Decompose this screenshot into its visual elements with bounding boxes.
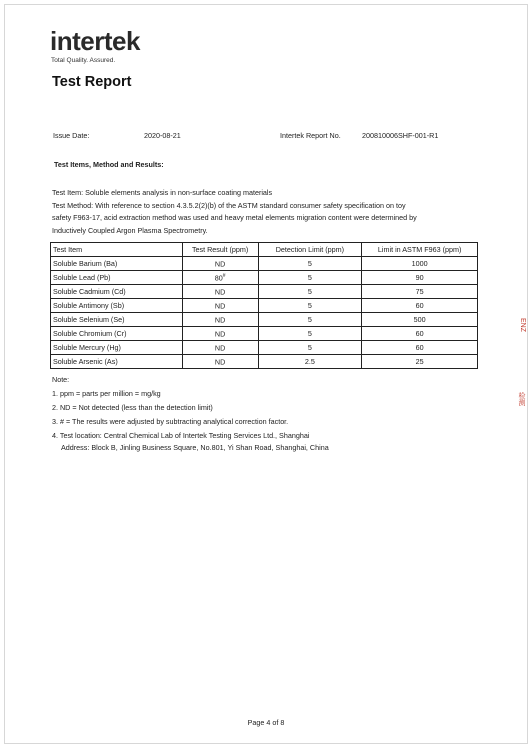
cell-test-item: Soluble Cadmium (Cd) bbox=[51, 285, 183, 299]
cell-astm-limit: 1000 bbox=[362, 257, 478, 271]
cell-test-item: Soluble Lead (Pb) bbox=[51, 271, 183, 285]
cell-result: ND bbox=[182, 355, 258, 369]
test-method-line-2: safety F963-17, acid extraction method was used and heavy metal elements migration content were determined by bbox=[52, 213, 417, 222]
notes-section bbox=[52, 374, 329, 453]
issue-date-value: 2020-08-21 bbox=[144, 131, 181, 140]
report-no-label: Intertek Report No. bbox=[280, 131, 341, 140]
issue-date-label: Issue Date: bbox=[53, 131, 90, 140]
cell-result: ND bbox=[182, 313, 258, 327]
table-row bbox=[51, 313, 478, 327]
table-row bbox=[51, 327, 478, 341]
side-stamp-text-2: 检测 bbox=[518, 392, 525, 406]
cell-detection-limit: 5 bbox=[258, 285, 362, 299]
test-method-line-1: Test Method: With reference to section 4.3.5.2(2)(b) of the ASTM standard consumer safety specification on toy bbox=[52, 200, 406, 210]
table-row bbox=[51, 285, 478, 299]
cell-result: ND bbox=[182, 299, 258, 313]
note-item: 2. ND = Not detected (less than the detection limit) bbox=[52, 403, 213, 412]
adjusted-mark: # bbox=[222, 272, 226, 279]
column-header-test-result: Test Result (ppm) bbox=[182, 243, 258, 257]
cell-test-item: Soluble Chromium (Cr) bbox=[51, 327, 183, 341]
table-row bbox=[51, 271, 478, 285]
column-header-test-item: Test Item bbox=[51, 243, 183, 257]
side-stamp-text-1: ENZ bbox=[519, 318, 526, 332]
note-item: 4. Test location: Central Chemical Lab of Intertek Testing Services Ltd., Shanghai bbox=[52, 431, 310, 440]
cell-detection-limit: 5 bbox=[258, 341, 362, 355]
note-address: Address: Block B, Jinling Business Square, No.801, Yi Shan Road, Shanghai, China bbox=[61, 442, 329, 452]
cell-test-item: Soluble Selenium (Se) bbox=[51, 313, 183, 327]
cell-test-item: Soluble Arsenic (As) bbox=[51, 355, 183, 369]
cell-result: ND bbox=[182, 327, 258, 341]
cell-astm-limit: 60 bbox=[362, 327, 478, 341]
cell-test-item: Soluble Antimony (Sb) bbox=[51, 299, 183, 313]
intertek-logo: intertek bbox=[50, 26, 140, 56]
column-header-astm-limit: Limit in ASTM F963 (ppm) bbox=[362, 243, 478, 257]
section-title: Test Items, Method and Results: bbox=[54, 160, 164, 169]
cell-astm-limit: 500 bbox=[362, 313, 478, 327]
cell-detection-limit: 5 bbox=[258, 271, 362, 285]
table-row bbox=[51, 257, 478, 271]
test-description bbox=[52, 187, 480, 237]
table-row bbox=[51, 299, 478, 313]
cell-astm-limit: 60 bbox=[362, 299, 478, 313]
cell-test-item: Soluble Barium (Ba) bbox=[51, 257, 183, 271]
cell-astm-limit: 60 bbox=[362, 341, 478, 355]
note-item: 1. ppm = parts per million = mg/kg bbox=[52, 389, 161, 398]
logo-tagline: Total Quality. Assured. bbox=[51, 57, 116, 64]
test-item-line: Test Item: Soluble elements analysis in non-surface coating materials bbox=[52, 188, 273, 197]
cell-test-item: Soluble Mercury (Hg) bbox=[51, 341, 183, 355]
cell-result: ND bbox=[182, 285, 258, 299]
cell-result: ND bbox=[182, 257, 258, 271]
cell-astm-limit: 90 bbox=[362, 271, 478, 285]
cell-result: ND bbox=[182, 341, 258, 355]
page-number: Page 4 of 8 bbox=[247, 718, 285, 727]
cell-astm-limit: 25 bbox=[362, 355, 478, 369]
notes-label: Note: bbox=[52, 375, 70, 384]
table-header-row bbox=[51, 243, 478, 257]
report-no-value: 200810006SHF-001-R1 bbox=[362, 131, 439, 140]
cell-detection-limit: 2.5 bbox=[258, 355, 362, 369]
report-title: Test Report bbox=[52, 74, 132, 90]
cell-detection-limit: 5 bbox=[258, 327, 362, 341]
table-row bbox=[51, 355, 478, 369]
cell-detection-limit: 5 bbox=[258, 313, 362, 327]
table-row bbox=[51, 341, 478, 355]
cell-detection-limit: 5 bbox=[258, 299, 362, 313]
cell-detection-limit: 5 bbox=[258, 257, 362, 271]
results-table bbox=[50, 242, 478, 369]
cell-result: 80# bbox=[182, 271, 258, 285]
column-header-detection-limit: Detection Limit (ppm) bbox=[258, 243, 362, 257]
test-method-line-3: Inductively Coupled Argon Plasma Spectrometry. bbox=[52, 225, 208, 235]
cell-astm-limit: 75 bbox=[362, 285, 478, 299]
note-item: 3. # = The results were adjusted by subtracting analytical correction factor. bbox=[52, 417, 289, 426]
